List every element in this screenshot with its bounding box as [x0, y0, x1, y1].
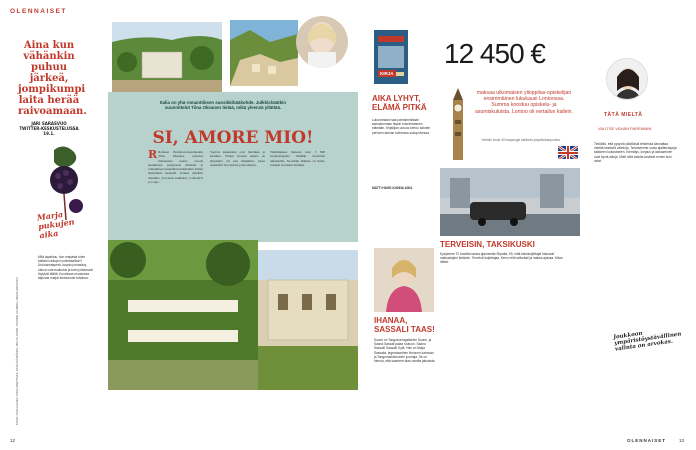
- big-number-note: Vertailu koski 40 kaupungin kalleinta yliopistokaupunkia.: [481, 138, 561, 142]
- body-col1-text: Romaan Pantheon-monumentin Tiina Oksanen rokottaa tilaisuuden kautta vuosia kesäkuusta pohjoiseen ihmisiin ja romanttisen tunnelman hahmoihin Italian maisemien keskellä. Kaunis Amalfin rannikko, Toscanan kukkulat, Comojärvi ja Capri.: [148, 150, 203, 184]
- big-number: 12 450 €: [444, 38, 545, 69]
- quote-source-name: JARI SARASVUO: [31, 121, 67, 126]
- book-title: AIKA LYHYT, ELÄMÄ PITKÄ: [372, 94, 427, 112]
- italy-garden-photo: [112, 22, 222, 94]
- photo-credits: KUVAT: TUIJA ALANKO, TARJA MARTTINEN, KATJA KÄHKÖNEN, MIIA YLI-KOSKI, TUULIKKI LILLBERG, MERJA HIRVONEN: [16, 277, 19, 425]
- wedding-garden-photo: [108, 240, 258, 390]
- page-number-right: 13: [678, 438, 684, 443]
- headline-panel: [108, 92, 358, 242]
- quote-source-where: TWITTER-KESKUSTELUSSA 19.1.: [19, 126, 79, 136]
- article-body-col3: Tutkimuksen mukaan noin 3 800 suomalaisparia vihitään vuosittain ulkomailla. Suosituin häämaa on Italia, toiseksi suosituin Kreikka.: [270, 150, 325, 167]
- tiina-oksanen-portrait: [296, 16, 348, 68]
- villa-courtyard-photo: [258, 250, 358, 390]
- uk-flag: [558, 145, 578, 159]
- section-header-left: OLENNAISET: [10, 8, 67, 15]
- sassali-text: Suomi on Tangokuningattarien Suomi, ja Saana Sassali palaa ruutuun. Saana Sassali! Sassali! Kylä, Hän on Maija Sassalia, legendaarinen Nelonen kanavan ja Tangomarkkinoiden juontaja. Se on hienoa, että saamme taas nauttia jaksoista.: [374, 338, 436, 364]
- article-subtitle: Italia on yhä romanttiksen suosikkihääkohde. Julkkishäätkin suunnittelut Tiina Oksanen tietää, mikä yleensä yllättää.: [159, 100, 287, 111]
- quote-text: Aina kun vähänkin puhuu järkeä, jompikumpi laita herää raivoamaan.: [18, 40, 87, 117]
- taxi-street-photo: [440, 168, 580, 236]
- taxi-text: Kysyimme 37 kuskilta taksia ajanneelta Sirpalta, 59, mitä taksikuljettajat haluavat matkustajien tietävän. Tervehdi kuljettajaa. Kerro reitti selkeästi ja maksa ajoissa. Kiitos riittää.: [440, 252, 563, 265]
- page-number-left: 12: [10, 438, 16, 443]
- sassali-title: IHANAA, SASSALI TAAS!: [374, 316, 435, 334]
- amalfi-coast-photo: [230, 20, 298, 86]
- book-tag: KIRJA: [380, 71, 394, 76]
- book-byline: MATTI HAKE-KUNNA AIKA: [372, 186, 413, 190]
- columnist-portrait: [606, 58, 648, 100]
- article-headline: SI, AMORE MIO!: [152, 128, 314, 148]
- big-ben-illustration: [446, 86, 470, 160]
- book-text: Lukuromaani saa parhaimmillaan samastumaan täysin toiseenlaiseen elämään. Kirjailijan uutuus kertoo kahden perheen tarinan kolmessa sukupolvessa.: [372, 118, 431, 135]
- article-body-col2: Sopivat kuukaudet ovat huhtikuu ja kesäkuu. Viiden vuoden aikana on järjestetty yli sata hääjuhlaa, joista useimmat Toscanassa ja Roomassa.: [210, 150, 265, 167]
- taxi-title: TERVEISIN, TAKSIKUSKI: [440, 240, 535, 249]
- side-text-left: Mitä tapahtuu, kun marjasta tulee kaikkien aikojen kuninkaallisin? Uutuusmaaperä, kaunis punasävy, vahva vuorovaikutus ja tuttu juhlamuoti löytyvät täältä. Kuudessa muodossa taipuvat marjat kietoutuvat toisiinsa.: [38, 255, 93, 281]
- opinion-section: TÄTÄ MIELTÄ: [604, 112, 643, 118]
- sassali-photo: [374, 248, 434, 312]
- opinion-name: VALITSE VÄHÄN PAREMMIN: [598, 126, 652, 131]
- article-body-col1: R Romaan Pantheon-monumentin Tiina Oksanen rokottaa tilaisuuden kautta vuosia kesäkuusta pohjoiseen ihmisiin ja romanttisen tunnelman hahmoihin Italian maisemien keskellä. Kaunis Amalfin rannikko, Toscanan kukkulat, Comojärvi ja Capri.: [148, 148, 203, 184]
- big-number-caption: maksaa ulkomaisen ylioppilas-opiskelijan ensimmäinen lukukausi Lontoossa. Summa koostuu opiskelu- ja asumiskuluista. Lontoo oli vertailun kallein.: [474, 90, 574, 115]
- opinion-text: Tiedätkö, että pysyviä päätöksiä tehdessä kannattaa miettiä kestäviä valintoja. Tarvitsemme uusia ajattelutapoja kaikkeen kulutukseen. Kierrätys, korjaus ja lainaaminen ovat hyviä alkuja. Mieti mitä todella tarvitset ennen kuin ostat.: [594, 142, 677, 163]
- quote-block: [18, 40, 87, 136]
- opinion-handwritten: Joukkoon ympäristöystävällinen valinta on arvokas.: [613, 330, 682, 353]
- handwritten-marja-label: Marja pukujen aika: [36, 208, 76, 241]
- page-section-right: OLENNAISET: [626, 438, 666, 443]
